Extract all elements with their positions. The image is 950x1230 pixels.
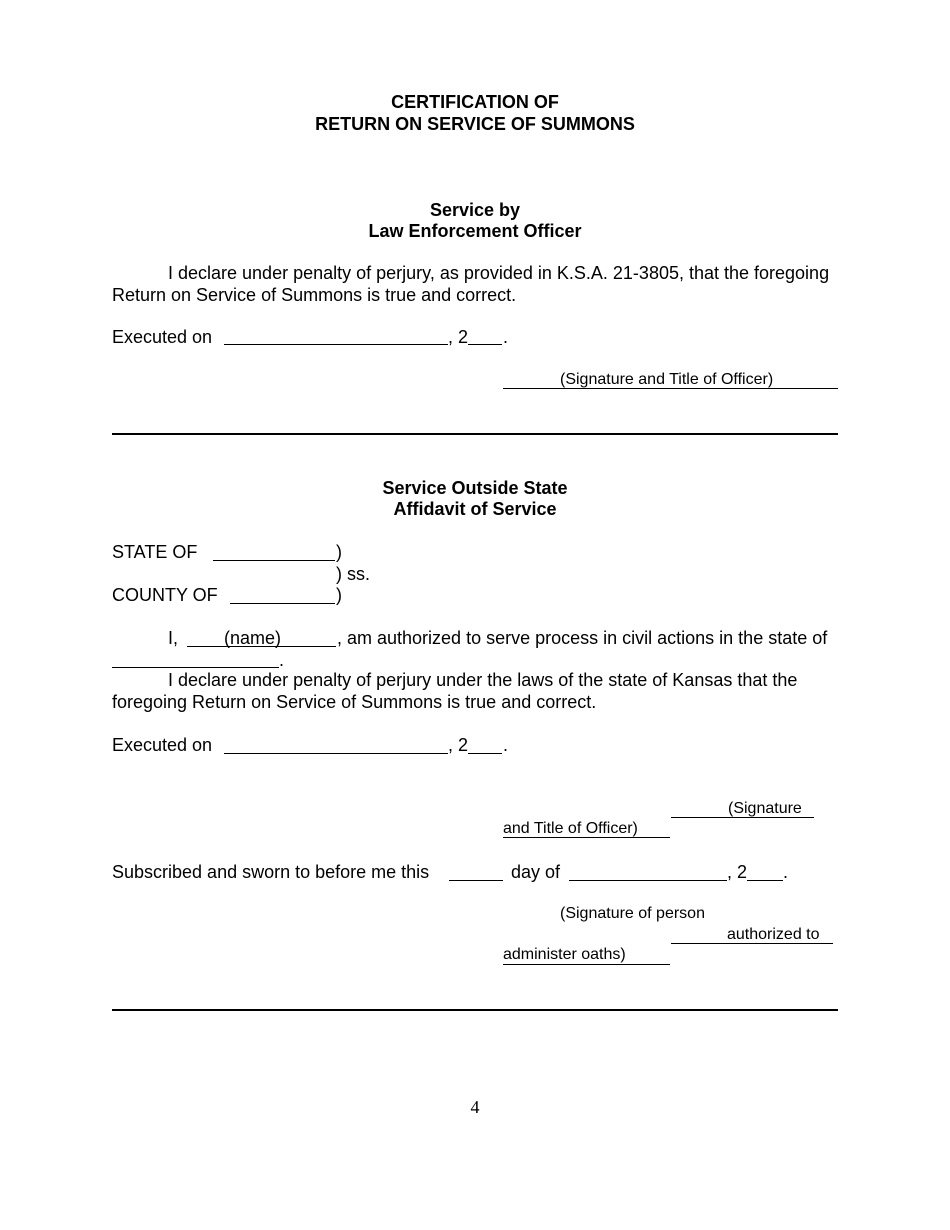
authorized-text: , am authorized to serve process in civil actions in the state of [337,628,828,648]
section1-heading-line1: Service by [429,200,521,220]
sworn-period: . [783,862,789,882]
name-placeholder: (name) [224,628,282,648]
section2-signature-label-part2: and Title of Officer) [503,820,638,837]
county-of-field[interactable] [230,603,335,604]
section2-heading-line1: Service Outside State [382,478,568,498]
section1-period: . [503,327,509,347]
section1-signature-label: (Signature and Title of Officer) [560,371,774,388]
state-paren: ) [336,542,342,562]
state-of-label: STATE OF [112,542,198,562]
authorized-period: . [279,650,285,670]
section2-year-prefix: , 2 [448,735,469,755]
county-of-label: COUNTY OF [112,585,218,605]
sworn-year-prefix: , 2 [727,862,748,882]
section1-executed-date-field[interactable] [224,344,448,345]
section2-declaration-line1: I declare under penalty of perjury under the laws of the state of Kansas that the [168,670,798,690]
authorized-state-field[interactable] [112,667,279,668]
section2-declaration-line2: foregoing Return on Service of Summons is true and correct. [112,692,597,712]
section1-year-field[interactable] [468,344,502,345]
county-paren: ) [336,585,342,605]
section2-year-field[interactable] [468,753,502,754]
section2-heading-line2: Affidavit of Service [393,499,557,519]
i-label: I, [168,628,179,648]
section2-signature-label-part1: (Signature [728,800,802,817]
oath-signature-label-line2: authorized to [727,926,820,943]
section-divider-1 [112,433,838,435]
section1-executed-label: Executed on [112,327,213,347]
section2-period: . [503,735,509,755]
document-title-line2: RETURN ON SERVICE OF SUMMONS [315,114,635,134]
section-divider-2 [112,1009,838,1011]
oath-signature-label-line1: (Signature of person [560,905,705,922]
section1-declaration-line1: I declare under penalty of perjury, as provided in K.S.A. 21-3805, that the foregoing [168,263,830,283]
section2-executed-label: Executed on [112,735,213,755]
section1-declaration-line2: Return on Service of Summons is true and correct. [112,285,517,305]
sworn-year-field[interactable] [747,880,783,881]
oath-signature-line-bottom[interactable] [503,964,670,965]
oath-signature-label-line3: administer oaths) [503,946,626,963]
section1-year-prefix: , 2 [448,327,469,347]
document-title-line1: CERTIFICATION OF [391,92,559,112]
day-of-label: day of [511,862,561,882]
section1-heading-line2: Law Enforcement Officer [368,221,582,241]
section2-executed-date-field[interactable] [224,753,448,754]
state-of-field[interactable] [213,560,335,561]
subscribed-label: Subscribed and sworn to before me this [112,862,430,882]
sworn-month-field[interactable] [569,880,727,881]
ss-label: ) ss. [336,564,370,584]
page-number: 4 [470,1097,480,1117]
sworn-day-field[interactable] [449,880,503,881]
